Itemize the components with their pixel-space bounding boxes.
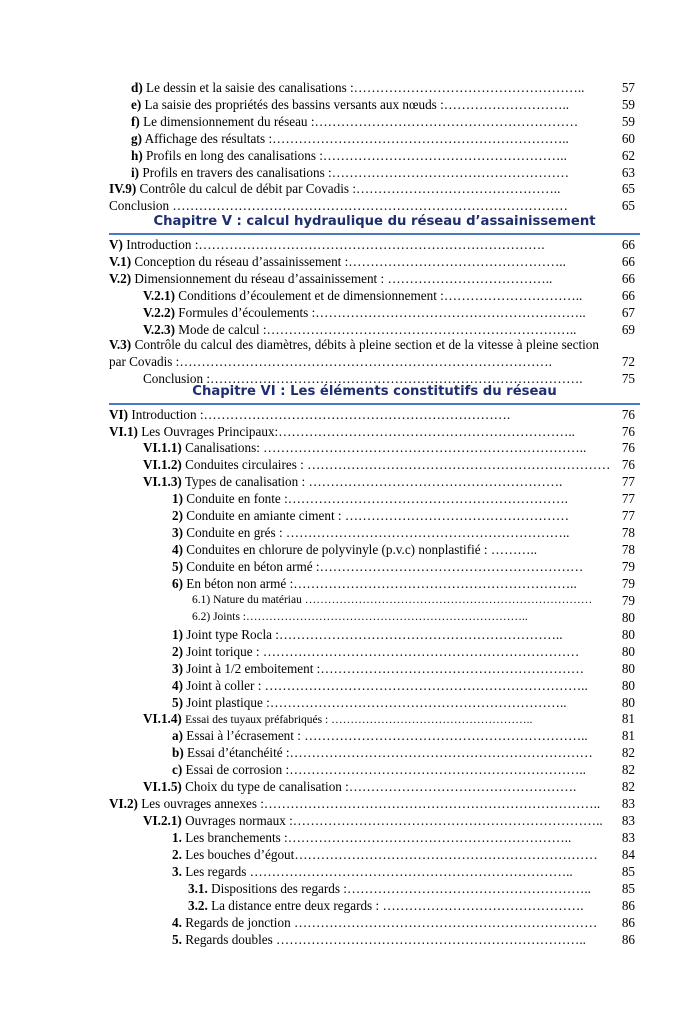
- entry-title: Introduction :…………………………………………………………………….: [126, 237, 545, 252]
- entry-title: Contrôle du calcul des diamètres, débits à pleine section et de la vitesse à pleine section par Covadis :………………………………………………………………………….: [109, 337, 599, 369]
- toc-entry[interactable]: [0, 660, 700, 677]
- entry-page: 76: [621, 440, 635, 455]
- entry-number: 6): [172, 576, 183, 591]
- toc-entry[interactable]: [0, 270, 700, 287]
- toc-entry[interactable]: [0, 164, 700, 181]
- toc-entry[interactable]: [0, 609, 700, 626]
- entry-title: Essai de corrosion :…………………………………………………………..: [185, 762, 586, 777]
- entry-title: Affichage des résultats :…………………………………………………………..: [144, 131, 569, 146]
- entry-title: Introduction :…………………………………………………………….: [131, 407, 511, 422]
- toc-entry[interactable]: [0, 643, 700, 660]
- toc-entry[interactable]: [0, 592, 700, 609]
- entry-page: 65: [621, 181, 635, 196]
- entry-page: 82: [621, 762, 635, 777]
- entry-number: f): [131, 114, 140, 129]
- entry-page: 65: [621, 198, 635, 213]
- entry-title: Dispositions des regards :………………………………………………..: [211, 881, 591, 896]
- entry-title: Essai à l’écrasement : ………………………………………………………..: [186, 728, 588, 743]
- entry-title: Essai des tuyaux préfabriqués : ……………………………………………..: [185, 714, 533, 726]
- entry-number: V.2.3): [143, 322, 175, 337]
- entry-title: Les ouvrages annexes :…………………………………………………………………..: [141, 796, 601, 811]
- entry-title: Joint type Rocla :………………………………………………………..: [186, 627, 563, 642]
- toc-entry[interactable]: [0, 829, 700, 846]
- toc-entry[interactable]: [0, 880, 700, 897]
- entry-page: 66: [621, 271, 635, 286]
- entry-number: g): [131, 131, 142, 146]
- toc-entry[interactable]: [0, 744, 700, 761]
- entry-page: 59: [621, 114, 635, 129]
- toc-entry[interactable]: [0, 130, 700, 147]
- entry-number: 3): [172, 661, 183, 676]
- toc-entry[interactable]: [0, 507, 700, 524]
- entry-number: 3.1.: [188, 881, 208, 896]
- toc-entry[interactable]: [0, 96, 700, 113]
- entry-page: 80: [621, 627, 635, 642]
- entry-title: Conclusion ………………………………………………………………………………: [109, 198, 568, 213]
- entry-page: 83: [621, 796, 635, 811]
- entry-number: b): [172, 745, 184, 760]
- entry-number: 5): [172, 559, 183, 574]
- entry-page: 85: [621, 864, 635, 879]
- entry-page: 66: [621, 254, 635, 269]
- entry-number: i): [131, 165, 140, 180]
- entry-page: 62: [621, 148, 635, 163]
- entry-title: Conduite en grés : ………………………………………………………..: [186, 525, 570, 540]
- entry-title: Conclusion :………………………………………………………………………….: [143, 371, 583, 386]
- toc-entry[interactable]: [0, 677, 700, 694]
- toc-entry[interactable]: [0, 727, 700, 744]
- entry-page: 76: [621, 407, 635, 422]
- entry-page: 76: [621, 457, 635, 472]
- entry-page: 80: [621, 661, 635, 676]
- entry-page: 80: [621, 695, 635, 710]
- entry-page: 83: [621, 830, 635, 845]
- entry-page: 78: [621, 525, 635, 540]
- entry-title: Profils en long des canalisations :………………………………………………..: [146, 148, 567, 163]
- toc-entry[interactable]: [0, 423, 700, 440]
- entry-page: 77: [621, 474, 635, 489]
- entry-page: 86: [621, 932, 635, 947]
- entry-page: 75: [621, 371, 635, 386]
- entry-number: d): [131, 80, 143, 95]
- entry-page: 82: [621, 745, 635, 760]
- entry-number: V.1): [109, 254, 132, 269]
- entry-number: VI.1): [109, 424, 138, 439]
- entry-number: 3): [172, 525, 183, 540]
- entry-page: 81: [621, 711, 635, 726]
- toc-entry[interactable]: [0, 863, 700, 880]
- entry-number: VI.2.1): [143, 813, 182, 828]
- toc-entry[interactable]: [0, 236, 700, 253]
- entry-page: 66: [621, 288, 635, 303]
- entry-number: 4.: [172, 915, 182, 930]
- entry-number: 4): [172, 542, 183, 557]
- entry-page: 79: [621, 593, 635, 608]
- toc-entry[interactable]: [0, 524, 700, 541]
- entry-number: 1): [172, 491, 183, 506]
- entry-page: 80: [621, 644, 635, 659]
- entry-number: 2): [172, 644, 183, 659]
- entry-number: VI.1.3): [143, 474, 182, 489]
- entry-title: Choix du type de canalisation :…………………………………………….: [185, 779, 577, 794]
- toc-entry[interactable]: [0, 147, 700, 164]
- toc-entry[interactable]: [0, 456, 700, 473]
- entry-title: Les regards ………………………………………………………………..: [185, 864, 573, 879]
- entry-title: Le dimensionnement du réseau :……………………………………………………: [143, 114, 579, 129]
- toc-entry[interactable]: [0, 575, 700, 592]
- entry-page: 57: [621, 80, 635, 95]
- entry-number: 3.2.: [188, 898, 208, 913]
- toc-entry[interactable]: [0, 79, 700, 96]
- toc-entry[interactable]: [0, 558, 700, 575]
- entry-number: VI.2): [109, 796, 138, 811]
- entry-title: Mode de calcul :……………………………………………………………..: [178, 322, 577, 337]
- entry-number: c): [172, 762, 183, 777]
- toc-entry[interactable]: [0, 761, 700, 778]
- entry-page: 69: [621, 322, 635, 337]
- entry-page: 83: [621, 813, 635, 828]
- entry-number: e): [131, 97, 142, 112]
- entry-title: Types de canalisation : ………………………………………………….: [184, 474, 563, 489]
- toc-entry[interactable]: [0, 304, 700, 321]
- entry-title: Conduite en amiante ciment : ……………………………………………: [186, 508, 570, 523]
- entry-page: 63: [621, 165, 635, 180]
- toc-entry[interactable]: [0, 113, 700, 130]
- toc-entry[interactable]: [0, 897, 700, 914]
- entry-number: 2): [172, 508, 183, 523]
- entry-title: Conception du réseau d’assainissement :…………………………………………..: [134, 254, 566, 269]
- entry-number: VI): [109, 407, 129, 422]
- entry-title: Les Ouvrages Principaux:…………………………………………………………..: [141, 424, 575, 439]
- entry-number: VI.1.5): [143, 779, 182, 794]
- entry-number: h): [131, 148, 143, 163]
- entry-page: 84: [621, 847, 635, 862]
- entry-page: 77: [621, 491, 635, 506]
- entry-page: 59: [621, 97, 635, 112]
- entry-title: Regards de jonction ……………………………………………………………: [185, 915, 598, 930]
- entry-page: 81: [621, 728, 635, 743]
- entry-title: Joint torique : ………………………………………………………………: [186, 644, 580, 659]
- toc-entry[interactable]: [0, 541, 700, 558]
- toc-entry[interactable]: [0, 626, 700, 643]
- toc-entry[interactable]: [0, 180, 700, 197]
- entry-page: 79: [621, 559, 635, 574]
- entry-title: Formules d’écoulements :……………………………………………………..: [178, 305, 586, 320]
- entry-number: 1): [172, 627, 183, 642]
- entry-title: Joint plastique :…………………………………………………………..: [186, 695, 567, 710]
- entry-title: Conduites en chlorure de polyvinyle (p.v.c) nonplastifié : ………..: [186, 542, 538, 557]
- toc-entry[interactable]: [0, 473, 700, 490]
- entry-number: V.2): [109, 271, 132, 286]
- toc-entry[interactable]: [0, 253, 700, 270]
- entry-title: Essai d’étanchéité :……………………………………………………………: [187, 745, 593, 760]
- toc-entry[interactable]: [0, 795, 700, 812]
- toc-entry[interactable]: [0, 406, 700, 423]
- entry-number: 4): [172, 678, 183, 693]
- entry-title: Conduite en béton armé :……………………………………………………: [186, 559, 584, 574]
- entry-number: V.3): [109, 337, 132, 352]
- entry-title: 6.1) Nature du matériau …………………………………………………………………: [192, 594, 593, 606]
- entry-number: 5.: [172, 932, 182, 947]
- toc-entry[interactable]: [0, 710, 700, 727]
- entry-title: Joint à 1/2 emboitement :……………………………………………………: [186, 661, 585, 676]
- entry-title: 6.2) Joints :………………………………………………………………..: [192, 611, 528, 623]
- entry-page: 80: [621, 610, 635, 625]
- entry-title: Conduite en fonte :……………………………………………………….: [186, 491, 568, 506]
- entry-page: 80: [621, 678, 635, 693]
- toc-entry[interactable]: [0, 914, 700, 931]
- entry-number: 5): [172, 695, 183, 710]
- entry-number: VI.1.4): [143, 711, 182, 726]
- entry-title: Dimensionnement du réseau d’assainissement : ………………………………..: [134, 271, 553, 286]
- entry-number: V.2.2): [143, 305, 175, 320]
- entry-number: IV.9): [109, 181, 137, 196]
- toc-entry[interactable]: [0, 439, 700, 456]
- entry-number: a): [172, 728, 183, 743]
- toc-entry-v3[interactable]: [109, 336, 599, 370]
- toc-entry[interactable]: [0, 931, 700, 948]
- entry-page: 86: [621, 915, 635, 930]
- entry-title: Les bouches d’égout……………………………………………………………: [185, 847, 598, 862]
- entry-page: 76: [621, 424, 635, 439]
- entry-title: Les branchements :………………………………………………………..: [185, 830, 572, 845]
- entry-title: Canalisations: ………………………………………………………………..: [185, 440, 587, 455]
- entry-page: 72: [621, 354, 635, 369]
- entry-number: VI.1.1): [143, 440, 182, 455]
- entry-title: La distance entre deux regards : ……………………………………….: [211, 898, 584, 913]
- entry-page: 67: [621, 305, 635, 320]
- entry-title: Le dessin et la saisie des canalisations :……………………………………………..: [146, 80, 585, 95]
- entry-number: V.2.1): [143, 288, 175, 303]
- entry-title: Conduites circulaires : ……………………………………………………………: [185, 457, 611, 472]
- toc-entry[interactable]: [0, 812, 700, 829]
- entry-page: 78: [621, 542, 635, 557]
- entry-number: 3.: [172, 864, 182, 879]
- entry-number: 1.: [172, 830, 182, 845]
- entry-page: 85: [621, 881, 635, 896]
- entry-page: 79: [621, 576, 635, 591]
- entry-number: V): [109, 237, 123, 252]
- entry-page: 82: [621, 779, 635, 794]
- entry-title: Regards doubles ……………………………………………………………..: [185, 932, 586, 947]
- entry-title: Joint à coller : ………………………………………………………………..: [186, 678, 588, 693]
- toc-entry[interactable]: [0, 694, 700, 711]
- entry-title: Conditions d’écoulement et de dimensionnement :…………………………..: [178, 288, 583, 303]
- entry-number: 2.: [172, 847, 182, 862]
- entry-page: 60: [621, 131, 635, 146]
- chapter-vi-divider: [109, 403, 640, 405]
- entry-title: Contrôle du calcul de débit par Covadis :………………………………………..: [139, 181, 561, 196]
- entry-page: 77: [621, 508, 635, 523]
- entry-page: 66: [621, 237, 635, 252]
- chapter-vi-heading: Chapitre VI : Les éléments constitutifs du réseau: [192, 384, 557, 399]
- toc-entry[interactable]: [0, 846, 700, 863]
- entry-title: La saisie des propriétés des bassins versants aux nœuds :………………………..: [144, 97, 570, 112]
- entry-title: Ouvrages normaux :……………………………………………………………..: [185, 813, 603, 828]
- entry-page: 86: [621, 898, 635, 913]
- chapter-v-divider: [109, 233, 640, 235]
- toc-entry[interactable]: [0, 287, 700, 304]
- entry-title: En béton non armé :………………………………………………………..: [186, 576, 577, 591]
- toc-entry[interactable]: [0, 778, 700, 795]
- toc-entry[interactable]: [0, 490, 700, 507]
- chapter-v-heading: Chapitre V : calcul hydraulique du réseau d’assainissement: [153, 214, 596, 229]
- entry-title: Profils en travers des canalisations :………………………………………………: [142, 165, 570, 180]
- entry-number: VI.1.2): [143, 457, 182, 472]
